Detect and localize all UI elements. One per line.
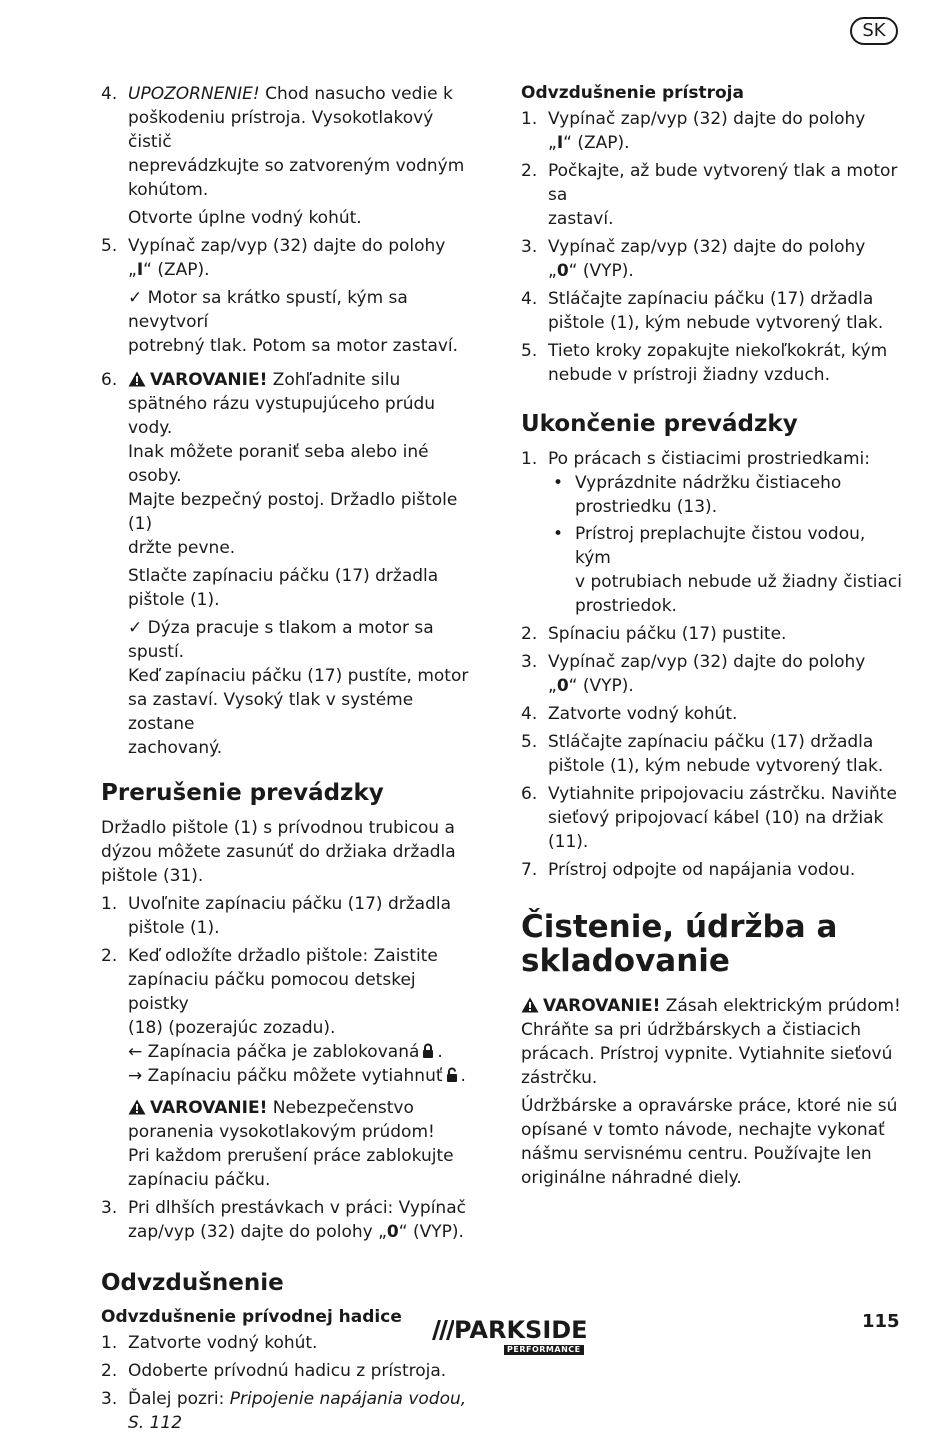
cross-reference-page: S. 112: [128, 1413, 183, 1433]
item-number: 2.: [521, 624, 538, 644]
item-number: 1.: [521, 109, 538, 129]
page-number: 115: [862, 1311, 900, 1332]
result-check: ✓ Dýza pracuje s tlakom a motor sa spustí.: [128, 618, 434, 662]
list-item: 1. Vypínač zap/vyp (32) dajte do polohy „I“ (ZAP).: [521, 109, 866, 153]
bullet-item: • Prístroj preplachujte čistou vodou, kým v potrubiach nebude už žiadny čistiaci prostriedok.: [548, 522, 906, 618]
device-venting-list: [521, 107, 906, 387]
list-item: 2. Spínaciu páčku (17) pustite.: [521, 624, 787, 644]
item-number: 4.: [101, 84, 118, 104]
item-number: 3.: [521, 237, 538, 257]
item-number: 5.: [101, 236, 118, 256]
steps-list-continued: [101, 82, 481, 760]
brand-sub: PERFORMANCE: [504, 1345, 584, 1355]
warning-label: VAROVANIE!: [150, 370, 268, 390]
list-item: 5. Stláčajte zapínaciu páčku (17) držadla pištole (1), kým nebude vytvorený tlak.: [521, 732, 884, 776]
item-number: 3.: [521, 652, 538, 672]
item-number: 5.: [521, 732, 538, 752]
result-check: ✓ Motor sa krátko spustí, kým sa nevytvorí: [128, 288, 408, 332]
list-item: 1. Po prácach s čistiacimi prostriedkami: • Vyprázdnite nádržku čistiaceho prostriedku (13). • Prístroj preplachujte čistou vodou, kým v potrubiach nebude už žiadny čistiaci prostriedok.: [521, 447, 906, 618]
item-number: 3.: [101, 1389, 118, 1409]
hose-venting-list: [101, 1331, 481, 1435]
bullet-item: • Vyprázdnite nádržku čistiaceho prostriedku (13).: [548, 471, 906, 519]
warning-label: VAROVANIE!: [150, 1098, 268, 1118]
section-title-shutdown: Ukončenie prevádzky: [521, 411, 798, 437]
paragraph: Držadlo pištole (1) s prívodnou trubicou a dýzou môžete zasunúť do držiaka držadla pištole (31).: [101, 818, 456, 886]
list-item: 2. Počkajte, až bude vytvorený tlak a motor sa zastaví.: [521, 161, 898, 229]
warning-paragraph: VAROVANIE! Zásah elektrickým prúdom! Chráňte sa pri údržbárskych a čistiacich prácach. Prístroj vypnite. Vytiahnite sieťovú zástrčku.: [521, 996, 901, 1088]
section-title-venting: Odvzdušnenie: [101, 1270, 284, 1296]
list-item: 5. Vypínač zap/vyp (32) dajte do polohy „I“ (ZAP). ✓ Motor sa krátko spustí, kým sa nevytvorí potrebný tlak. Potom sa motor zastaví.: [101, 234, 481, 358]
list-item: 6. Vytiahnite pripojovaciu zástrčku. Naviňte sieťový pripojovací kábel (10) na držiak (11).: [521, 784, 897, 852]
caution-label: UPOZORNENIE!: [128, 84, 260, 104]
list-item: 1. Zatvorte vodný kohút.: [101, 1333, 318, 1353]
brand-name: PARKSIDE: [454, 1316, 588, 1344]
list-item: 3. Vypínač zap/vyp (32) dajte do polohy „0“ (VYP).: [521, 237, 866, 281]
list-item: 3. Ďalej pozri: Pripojenie napájania vodou, S. 112: [101, 1387, 481, 1435]
list-item: 1. Uvoľnite zapínaciu páčku (17) držadla pištole (1).: [101, 894, 452, 938]
brand-logo: [428, 1316, 590, 1358]
item-number: 5.: [521, 341, 538, 361]
item-number: 3.: [101, 1198, 118, 1218]
subsection-title-hose-venting: Odvzdušnenie prívodnej hadice: [101, 1307, 402, 1327]
paragraph: Údržbárske a opravárske práce, ktoré nie sú opísané v tomto návode, nechajte vykonať nášmu servisnému centru. Používajte len originálne náhradné diely.: [521, 1096, 898, 1188]
interruption-steps-list: [101, 892, 481, 1244]
shutdown-list: [521, 447, 906, 882]
warning-triangle-icon: [128, 1099, 146, 1115]
item-number: 4.: [521, 289, 538, 309]
item-number: 1.: [101, 1333, 118, 1353]
item-number: 1.: [101, 894, 118, 914]
bullet-list: [548, 471, 906, 618]
warning-triangle-icon: [128, 371, 146, 387]
list-item: 6. VAROVANIE! Zohľadnite silu spätného rázu vystupujúceho prúdu vody. Inak môžete poraniť seba alebo iné osoby. Majte bezpečný postoj. Držadlo pištole (1) držte pevne. Stlačte zapínaciu páčku (17) držadla pištole (1). ✓ Dýza pracuje s tlakom a motor sa spustí. Keď zapínaciu páčku (17) pustíte, motor sa zastaví. Vysoký tlak v systéme zostane zachovaný.: [101, 368, 481, 760]
logo-stripes-icon: [428, 1320, 454, 1340]
list-item: 3. Pri dlhších prestávkach v práci: Vypínač zap/vyp (32) dajte do polohy „0“ (VYP).: [101, 1198, 466, 1242]
section-title-interruption: Prerušenie prevádzky: [101, 780, 384, 806]
left-column: [101, 82, 481, 1439]
list-item: 2. Keď odložíte držadlo pištole: Zaistite zapínaciu páčku pomocou detskej poistky (18) (pozerajúc zozadu). ← Zapínacia páčka je zablokovaná . → Zapínaciu páčku môžete vytiahnuť . VAROVANIE! Nebezpečenstvo poranenia vysokotlakovým prúdom! Pri každom prerušení práce zablokujte zapínaciu páčku.: [101, 946, 466, 1190]
language-badge: SK: [850, 17, 898, 45]
lock-open-icon: [446, 1067, 458, 1082]
lock-closed-icon: [422, 1043, 434, 1058]
item-number: 4.: [521, 704, 538, 724]
warning-label: VAROVANIE!: [543, 996, 661, 1016]
item-number: 6.: [101, 370, 118, 390]
list-item: 4. UPOZORNENIE! Chod nasucho vedie k poškodeniu prístroja. Vysokotlakový čistič neprevádzkujte so zatvoreným vodným kohútom. Otvorte úplne vodný kohút.: [101, 84, 465, 228]
list-item: 2. Odoberte prívodnú hadicu z prístroja.: [101, 1361, 447, 1381]
list-item: 4. Stláčajte zapínaciu páčku (17) držadla pištole (1), kým nebude vytvorený tlak.: [521, 289, 884, 333]
warning-triangle-icon: [521, 997, 539, 1013]
item-number: 2.: [521, 161, 538, 181]
subsection-title-device-venting: Odvzdušnenie prístroja: [521, 83, 744, 103]
cross-reference: Pripojenie napájania vodou,: [229, 1389, 467, 1409]
chapter-title-cleaning: Čistenie, údržba a skladovanie: [521, 909, 838, 979]
item-number: 6.: [521, 784, 538, 804]
list-item: 7. Prístroj odpojte od napájania vodou.: [521, 860, 856, 880]
item-number: 2.: [101, 946, 118, 966]
item-number: 1.: [521, 449, 538, 469]
item-number: 7.: [521, 860, 538, 880]
list-item: 4. Zatvorte vodný kohút.: [521, 704, 738, 724]
list-item: 5. Tieto kroky zopakujte niekoľkokrát, kým nebude v prístroji žiadny vzduch.: [521, 341, 888, 385]
right-column: [521, 82, 906, 1194]
list-item: 3. Vypínač zap/vyp (32) dajte do polohy „0“ (VYP).: [521, 652, 866, 696]
item-number: 2.: [101, 1361, 118, 1381]
